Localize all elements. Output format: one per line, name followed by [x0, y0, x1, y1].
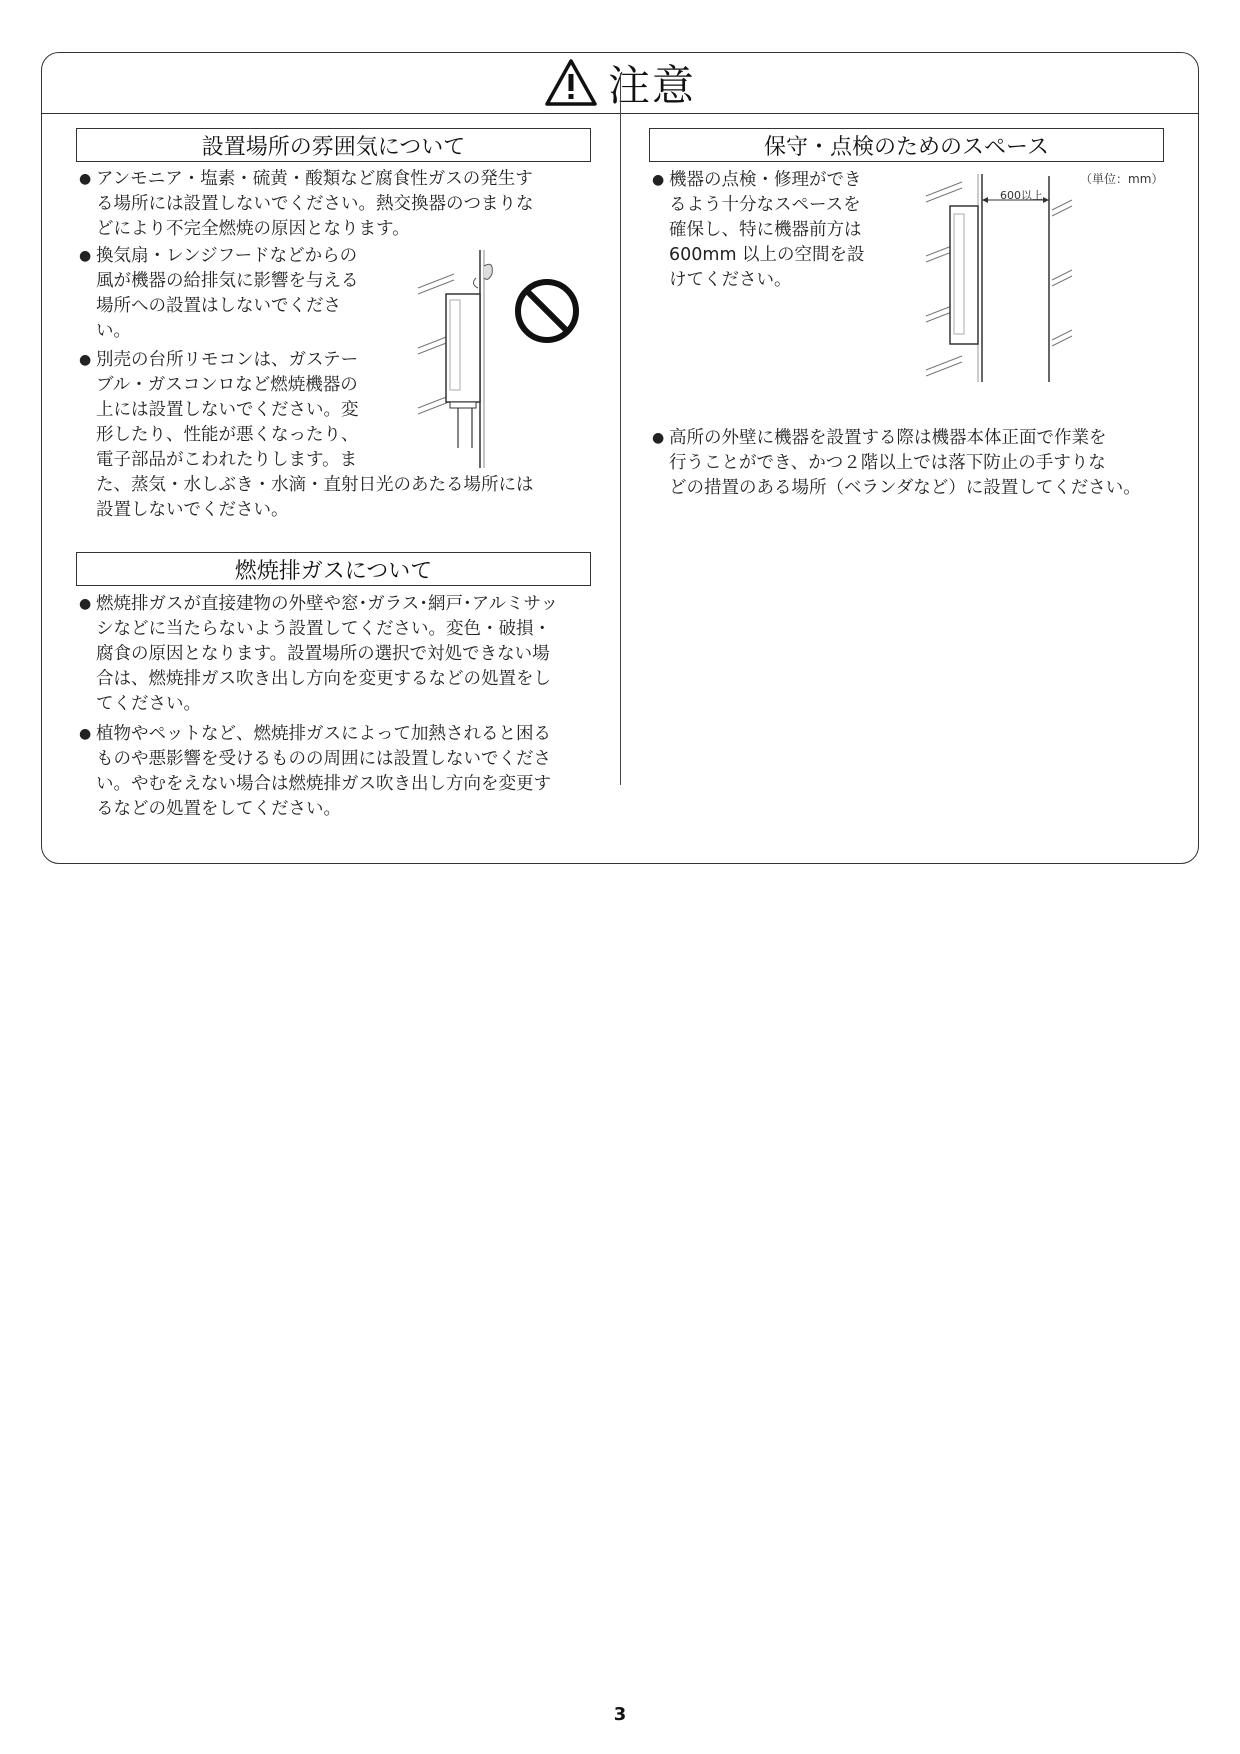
text-line: 合は、燃焼排ガス吹き出し方向を変更するなどの処置をし	[96, 669, 551, 689]
text-line: 機器の点検・修理ができ	[669, 170, 862, 190]
text-line: る場所には設置しないでください。熱交換器のつまりな	[96, 194, 534, 214]
text-line: い。	[96, 321, 131, 341]
bullet-dot: ●	[79, 726, 92, 742]
wall-unit-illustration	[414, 248, 494, 470]
text-line: い。やむをえない場合は燃焼排ガス吹き出し方向を変更す	[96, 774, 551, 794]
bullet-maintenance-space	[652, 168, 909, 293]
text-line: るなどの処置をしてください。	[96, 799, 341, 819]
text-line: 形したり、性能が悪くなったり、	[96, 425, 359, 445]
text-line: 高所の外壁に機器を設置する際は機器本体正面で作業を	[669, 428, 1107, 448]
text-line: 電子部品がこわれたりします。ま	[96, 450, 358, 470]
text-line: ものや悪影響を受けるものの周囲には設置しないでくださ	[96, 749, 551, 769]
bullet-corrosive-gas	[79, 167, 606, 242]
unit-label: （単位：mm）	[1080, 172, 1164, 186]
bullet-exhaust-walls	[79, 592, 606, 717]
caution-title: 注意	[607, 61, 696, 110]
text-line: シなどに当たらないよう設置してください。変色・破損・	[96, 619, 551, 639]
dimension-label: 600以上	[1000, 189, 1043, 202]
warning-triangle-icon	[544, 58, 598, 108]
text-line: 場所への設置はしないでくださ	[96, 296, 341, 316]
text-line: どにより不完全燃焼の原因となります。	[96, 219, 410, 239]
bullet-dot: ●	[79, 596, 92, 612]
bullet-dot: ●	[79, 248, 92, 264]
bullet-exhaust-plants-pets	[79, 722, 606, 822]
bullet-dot: ●	[652, 172, 665, 188]
text-line: 確保し、特に機器前方は	[669, 220, 862, 240]
text-line: 設置しないでください。	[96, 500, 289, 520]
section-title-maintenance-space: 保守・点検のためのスペース	[649, 128, 1164, 162]
page-number: 3	[613, 1704, 627, 1725]
text-line: けてください。	[669, 270, 792, 290]
text-line: 行うことができ、かつ２階以上では落下防止の手すりな	[669, 453, 1106, 473]
section-title-exhaust: 燃焼排ガスについて	[76, 552, 591, 586]
column-divider	[620, 73, 621, 785]
text-line: 燃焼排ガスが直接建物の外壁や窓･ガラス･網戸･アルミサッ	[96, 594, 559, 614]
text-line: 風が機器の給排気に影響を与える	[96, 271, 359, 291]
bullet-ventilation	[79, 244, 396, 344]
text-line: 腐食の原因となります。設置場所の選択で対処できない場	[96, 644, 550, 664]
text-line: た、蒸気・水しぶき・水滴・直射日光のあたる場所には	[96, 475, 534, 495]
text-line: 上には設置しないでください。変	[96, 400, 359, 420]
section-title-atmosphere: 設置場所の雰囲気について	[76, 128, 591, 162]
bullet-remote-control	[79, 348, 606, 523]
text-line: どの措置のある場所（ベランダなど）に設置してください。	[669, 478, 1141, 498]
text-line: 600mm 以上の空間を設	[669, 245, 865, 265]
text-line: アンモニア・塩素・硫黄・酸類など腐食性ガスの発生す	[96, 169, 533, 189]
text-line: 別売の台所リモコンは、ガステー	[96, 350, 359, 370]
bullet-dot: ●	[79, 352, 92, 368]
text-line: 換気扇・レンジフードなどからの	[96, 246, 358, 266]
bullet-high-wall-install	[652, 426, 1189, 501]
text-line: るよう十分なスペースを	[669, 195, 861, 215]
text-line: ブル・ガスコンロなど燃焼機器の	[96, 375, 358, 395]
prohibition-icon	[512, 276, 582, 346]
text-line: てください。	[96, 694, 201, 714]
bullet-dot: ●	[652, 430, 665, 446]
bullet-dot: ●	[79, 171, 92, 187]
text-line: 植物やペットなど、燃焼排ガスによって加熱されると困る	[96, 724, 551, 744]
